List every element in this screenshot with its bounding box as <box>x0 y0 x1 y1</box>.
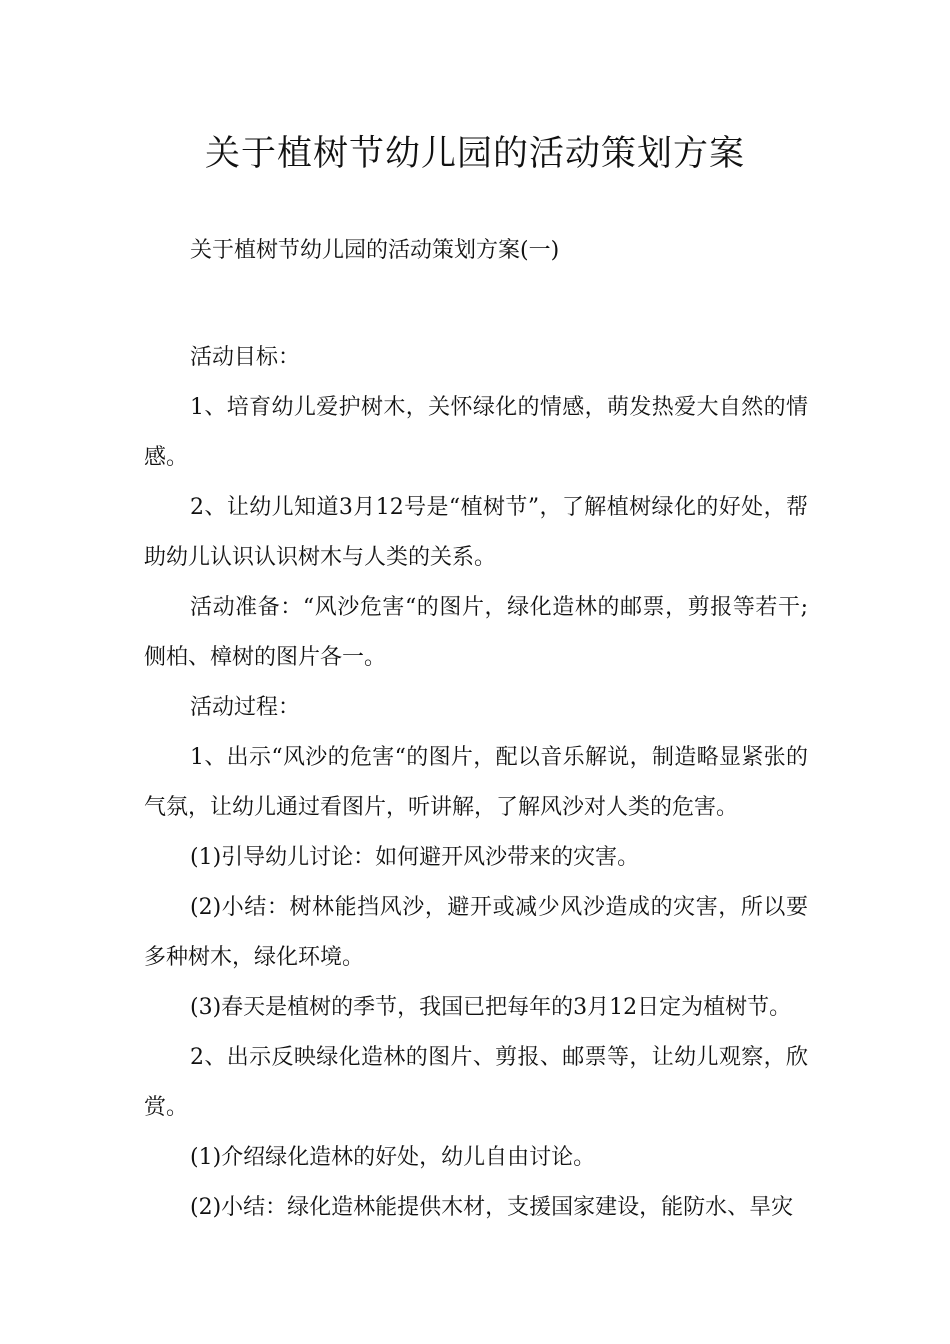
paragraph-process-1: 1、出示“风沙的危害“的图片，配以音乐解说，制造略显紧张的气氛，让幼儿通过看图片，听讲解，了解风沙对人类的危害。 <box>144 745 808 820</box>
paragraph-process-1-sub-2: (2)小结：树林能挡风沙，避开或减少风沙造成的灾害，所以要多种树木，绿化环境。 <box>144 895 808 970</box>
document-subtitle: 关于植树节幼儿园的活动策划方案(一) <box>190 238 560 263</box>
document-title: 关于植树节幼儿园的活动策划方案 <box>204 134 745 174</box>
paragraph-process-2-sub-1: (1)介绍绿化造林的好处，幼儿自由讨论。 <box>190 1145 596 1170</box>
paragraph-process-1-sub-3: (3)春天是植树的季节，我国已把每年的3月12日定为植树节。 <box>190 995 792 1020</box>
document-body <box>144 333 808 1233</box>
paragraph-process-2-sub-2: (2)小结：绿化造林能提供木材，支援国家建设，能防水、旱灾 <box>190 1195 794 1220</box>
paragraph-activity-goals-heading: 活动目标： <box>190 345 301 370</box>
paragraph-activity-process-heading: 活动过程： <box>190 695 301 720</box>
paragraph-goal-2: 2、让幼儿知道3月12号是“植树节”，了解植树绿化的好处，帮助幼儿认识认识树木与人类的关系。 <box>144 495 808 570</box>
paragraph-goal-1: 1、培育幼儿爱护树木，关怀绿化的情感，萌发热爱大自然的情感。 <box>144 395 808 470</box>
paragraph-activity-preparation: 活动准备：“风沙危害“的图片，绿化造林的邮票，剪报等若干;侧柏、樟树的图片各一。 <box>144 595 808 670</box>
paragraph-process-1-sub-1: (1)引导幼儿讨论：如何避开风沙带来的灾害。 <box>190 845 640 870</box>
paragraph-process-2: 2、出示反映绿化造林的图片、剪报、邮票等，让幼儿观察，欣赏。 <box>144 1045 808 1120</box>
